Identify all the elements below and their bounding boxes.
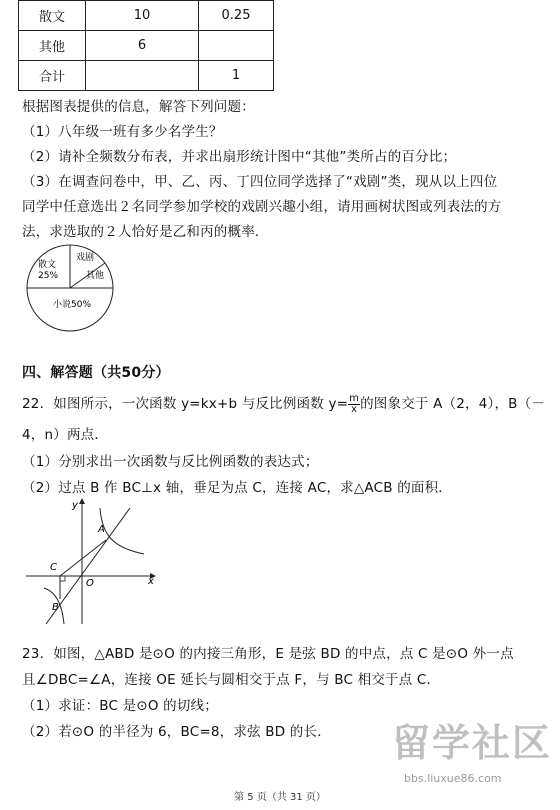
table-cell (86, 61, 199, 91)
table-cell: 6 (86, 31, 199, 61)
fraction-numerator: m (349, 392, 360, 404)
table-row (19, 61, 274, 91)
q21-part3-line1: （3）在调查问卷中，甲、乙、丙、丁四位同学选择了“戏剧”类，现从以上四位 (22, 174, 498, 190)
q21-part2: （2）请补全频数分布表，并求出扇形统计图中“其他”类所占的百分比； (22, 149, 457, 165)
table-cell: 10 (86, 1, 199, 31)
frequency-table (18, 0, 274, 91)
q22-line1 (22, 392, 545, 415)
table-row (19, 1, 274, 31)
table-row (19, 31, 274, 61)
fraction-denominator: x (351, 403, 358, 415)
right-angle-mark (60, 576, 65, 581)
label-x: x (148, 576, 154, 587)
table-cell: 散文 (19, 1, 86, 31)
pie-label-prose-pct: 25% (38, 271, 59, 281)
q21-part3-line3: 法，求选取的２人恰好是乙和丙的概率． (22, 224, 269, 240)
function-graph (22, 496, 162, 628)
label-o: O (86, 578, 94, 589)
q21-part1: （1）八年级一班有多少名学生？ (22, 124, 223, 140)
pie-label-drama: 戏剧 (76, 253, 95, 263)
q22-text-a: 22．如图所示，一次函数 y=kx+b 与反比例函数 y= (22, 396, 349, 412)
q23-part1: （1）求证：BC 是⊙O 的切线； (22, 698, 218, 714)
q22-text-b: 的图象交于 A（2，4），B（－ (360, 396, 546, 412)
pie-chart (20, 240, 120, 340)
segment-ac (60, 540, 106, 576)
section-heading: 四、解答题（共50分） (22, 365, 170, 381)
q21-part3-line2: 同学中任意选出２名同学参加学校的戏剧兴趣小组，请用画树状图或列表法的方 (22, 199, 502, 215)
table-cell: 其他 (19, 31, 86, 61)
page-footer: 第 5 页（共 31 页） (234, 792, 326, 803)
label-c: C (50, 562, 57, 573)
q23-part2: （2）若⊙O 的半径为 6，BC=8，求弦 BD 的长． (22, 724, 331, 740)
watermark-url: bbs.liuxue86.com (404, 772, 502, 785)
q21-intro: 根据图表提供的信息，解答下列问题： (22, 99, 255, 115)
table-cell (199, 31, 274, 61)
pie-label-prose: 散文 (38, 260, 57, 270)
label-a: A (98, 524, 105, 535)
q22-part1: （1）分别求出一次函数与反比例函数的表达式； (22, 454, 319, 470)
q23-line1: 23．如图，△ABD 是⊙O 的内接三角形，E 是弦 BD 的中点，点 C 是⊙O 外一点 (22, 646, 514, 662)
y-axis-arrow-icon (79, 498, 85, 504)
q23-line2: 且∠DBC=∠A，连接 OE 延长与圆相交于点 F，与 BC 相交于点 C． (22, 672, 441, 688)
pie-label-novel: 小说50% (53, 300, 92, 310)
table-cell: 合计 (19, 61, 86, 91)
q22-line2: 4，n）两点． (22, 427, 109, 443)
q22-part2: （2）过点 B 作 BC⊥x 轴，垂足为点 C，连接 AC，求△ACB 的面积． (22, 480, 453, 496)
label-y: y (72, 500, 78, 511)
watermark-logo: 留学社区 (392, 721, 553, 765)
table-cell: 0.25 (199, 1, 274, 31)
pie-label-other: 其他 (86, 271, 105, 281)
hyperbola-branch-right (100, 508, 144, 554)
fraction-m-over-x (348, 394, 360, 415)
table-cell: 1 (199, 61, 274, 91)
label-b: B (52, 602, 59, 613)
